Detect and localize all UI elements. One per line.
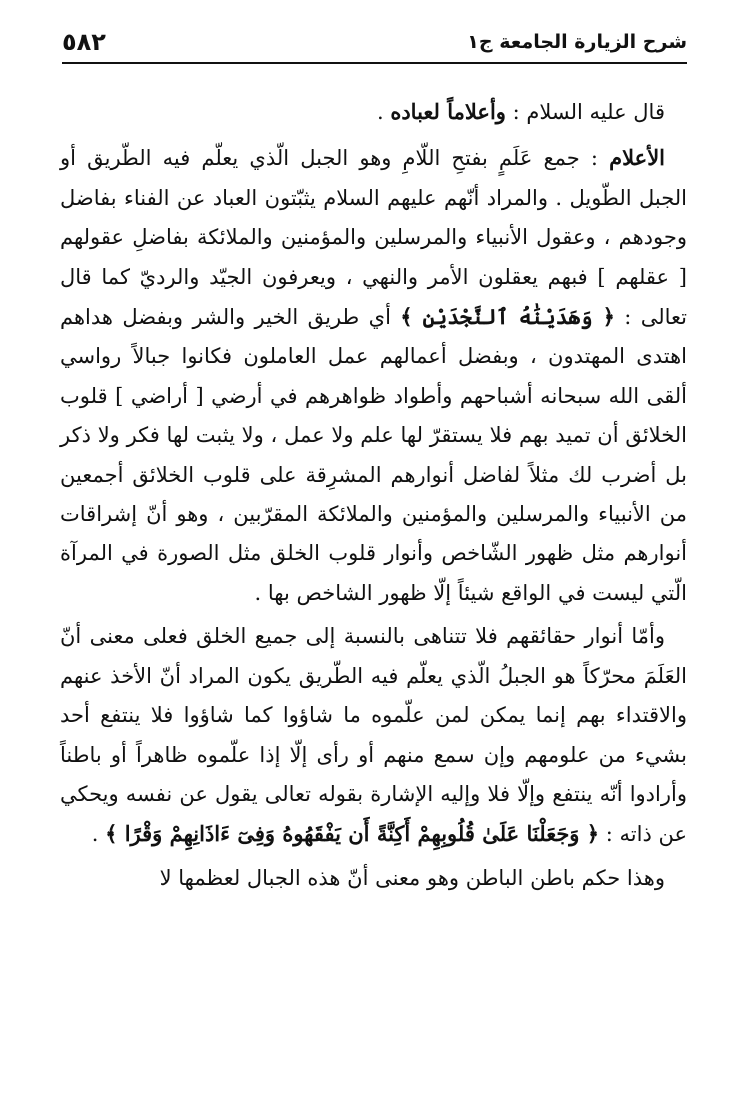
term-heading: الأعلام xyxy=(609,145,665,171)
paragraph-4 xyxy=(60,859,687,898)
intro-text: قال عليه السلام : xyxy=(512,100,665,124)
quran-verse: ﴿ وَجَعَلْنَا عَلَىٰ قُلُوبِهِمْ أَكِنَّةً أَن يَفْقَهُوهُ وَفِىٓ ءَاذَانِهِمْ وَقْرًا ﴾ xyxy=(105,821,600,847)
paragraph-text: وأمّا أنوار حقائقهم فلا تتناهى بالنسبة إلى جميع الخلق فعلى معنى أنّ العَلَمَ محرّكاً هو الجبلُ الّذي يعلّم فيه الطّريق يكون المراد أنّ الأخذ عنهم والاقتداء بهم إنما يمكن لمن علّموه ما شاؤوا كما شاؤوا فلا ينتفع أحد بشيء من علومهم وإن سمع منهم أو رأى إلّا إذا علّموه ظاهراً أو باطناً وأرادوا أنّه ينتفع وإلّا فلا وإليه الإشارة بقوله تعالى يقول عن نفسه ويحكي عن ذاته : xyxy=(60,624,687,847)
running-title: شرح الزيارة الجامعة ج١ xyxy=(467,31,687,53)
paragraph-text: : جمع عَلَمٍ بفتحِ اللّامِ وهو الجبل الّذي يعلّم فيه الطّريق أو الجبل الطّويل . والمراد أنّهم عليهم السلام يثبّتون العباد عن الفناء بفاضل وجودهم ، وعقول الأنبياء والمرسلين والمؤمنين والملائكة بفاضلِ عقولهم [ عقلهم ] فبهم يعقلون الأمر والنهي ، ويعرفون الجيّد والرديّ كما قال تعالى : xyxy=(60,146,687,330)
bold-quote: وأعلاماً لعباده xyxy=(390,99,506,124)
paragraph-1 xyxy=(60,92,687,132)
page-body xyxy=(60,92,687,898)
page-number: ٥٨٢ xyxy=(62,28,106,56)
page-header xyxy=(62,22,687,64)
paragraph-3 xyxy=(60,617,687,854)
paragraph-end: . xyxy=(91,822,99,847)
paragraph-text: وهذا حكم باطن الباطن وهو معنى أنّ هذه الجبال لعظمها لا xyxy=(159,865,665,890)
quran-verse: ﴿ وَهَدَيْنَٰهُ ٱلنَّجْدَيْنِ ﴾ xyxy=(400,304,615,330)
paragraph-end: . xyxy=(376,100,384,124)
paragraph-2 xyxy=(60,138,687,613)
paragraph-text: أي طريق الخير والشر وبفضل هداهم اهتدى المهتدون ، وبفضل أعمالهم عمل العاملون فكانوا جبالاً رواسي ألقى الله سبحانه أشباحهم وأطواد ظواهرهم في أرضي [ أراضي ] قلوب الخلائق أن تميد بهم فلا يستقرّ لها علم ولا عمل ، ولا يثبت لها فكر ولا ذكر بل أضرب لك مثلاً لفاضل أنوارهم المشرِقة على قلوب الخلائق أجمعين من الأنبياء والمرسلين والمؤمنين والملائكة المقرّبين ، وهو أنّ إشراقات أنوارهم مثل ظهور الشّاخص وأنوار قلوب الخلق مثل الصورة في المرآة الّتي ليست في الواقع شيئاً إلّا ظهور الشاخص بها . xyxy=(60,305,687,605)
